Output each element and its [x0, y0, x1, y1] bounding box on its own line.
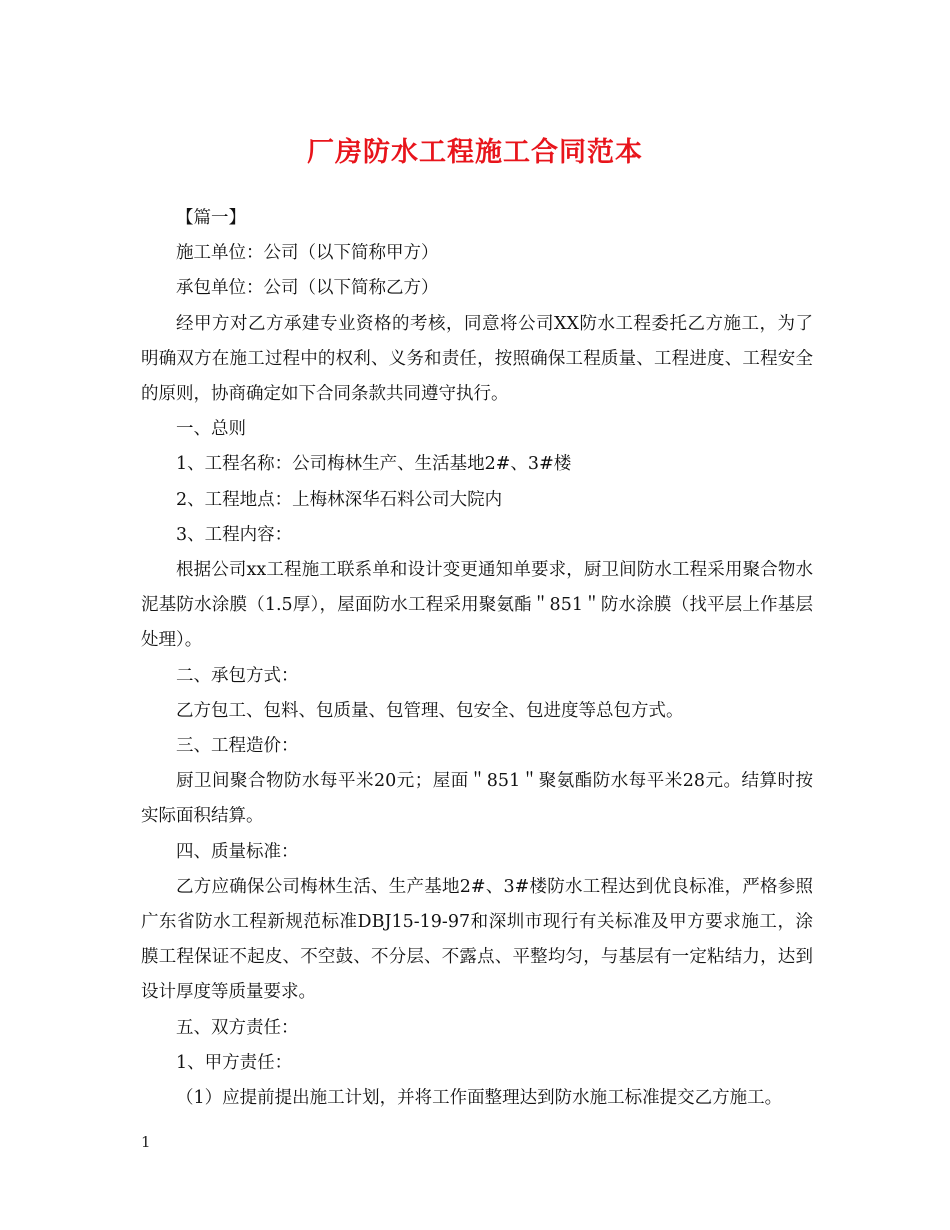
heading-responsibilities: 五、双方责任： [176, 1017, 299, 1038]
project-content-paragraph: 根据公司xx工程施工联系单和设计变更通知单要求，厨卫间防水工程采用聚合物水泥基防水涂膜（1.5厚），屋面防水工程采用聚氨酯＂851＂防水涂膜（找平层上作基层处理）。 [141, 560, 813, 651]
quality-paragraph: 乙方应确保公司梅林生活、生产基地2#、3#楼防水工程达到优良标准，严格参照广东省防水工程新规范标准DBJ15-19-97和深圳市现行有关标准及甲方要求施工，涂膜工程保证不起皮、不空鼓、不分层、不露点、平整均匀，与基层有一定粘结力，达到设计厚度等质量要求。 [141, 876, 813, 1003]
document-body [141, 201, 813, 1116]
section-label: 【篇一】 [176, 208, 246, 228]
preamble-paragraph: 经甲方对乙方承建专业资格的考核，同意将公司XX防水工程委托乙方施工，为了明确双方在施工过程中的权利、义务和责任，按照确保工程质量、工程进度、工程安全的原则，协商确定如下合同条款共同遵守执行。 [141, 313, 813, 405]
party-a-line: 施工单位：公司（以下简称甲方） [176, 243, 439, 264]
page-number: 1 [141, 1133, 151, 1151]
heading-contract-method: 二、承包方式： [176, 665, 299, 686]
party-a-responsibility-heading: 1、甲方责任： [176, 1052, 293, 1073]
heading-quality: 四、质量标准： [176, 841, 299, 862]
project-name-line: 1、工程名称：公司梅林生产、生活基地2#、3#楼 [176, 454, 572, 475]
document-title: 厂房防水工程施工合同范本 [307, 137, 643, 168]
project-content-heading: 3、工程内容： [176, 524, 293, 545]
contract-method-paragraph: 乙方包工、包料、包质量、包管理、包安全、包进度等总包方式。 [176, 700, 684, 721]
heading-cost: 三、工程造价： [176, 736, 299, 757]
cost-paragraph: 厨卫间聚合物防水每平米20元；屋面＂851＂聚氨酯防水每平米28元。结算时按实际面积结算。 [141, 771, 813, 827]
party-b-line: 承包单位：公司（以下简称乙方） [176, 278, 439, 299]
project-location-line: 2、工程地点：上梅林深华石料公司大院内 [176, 489, 503, 510]
heading-general: 一、总则 [176, 419, 246, 440]
party-a-responsibility-item-1: （1）应提前提出施工计划，并将工作面整理达到防水施工标准提交乙方施工。 [176, 1088, 783, 1109]
